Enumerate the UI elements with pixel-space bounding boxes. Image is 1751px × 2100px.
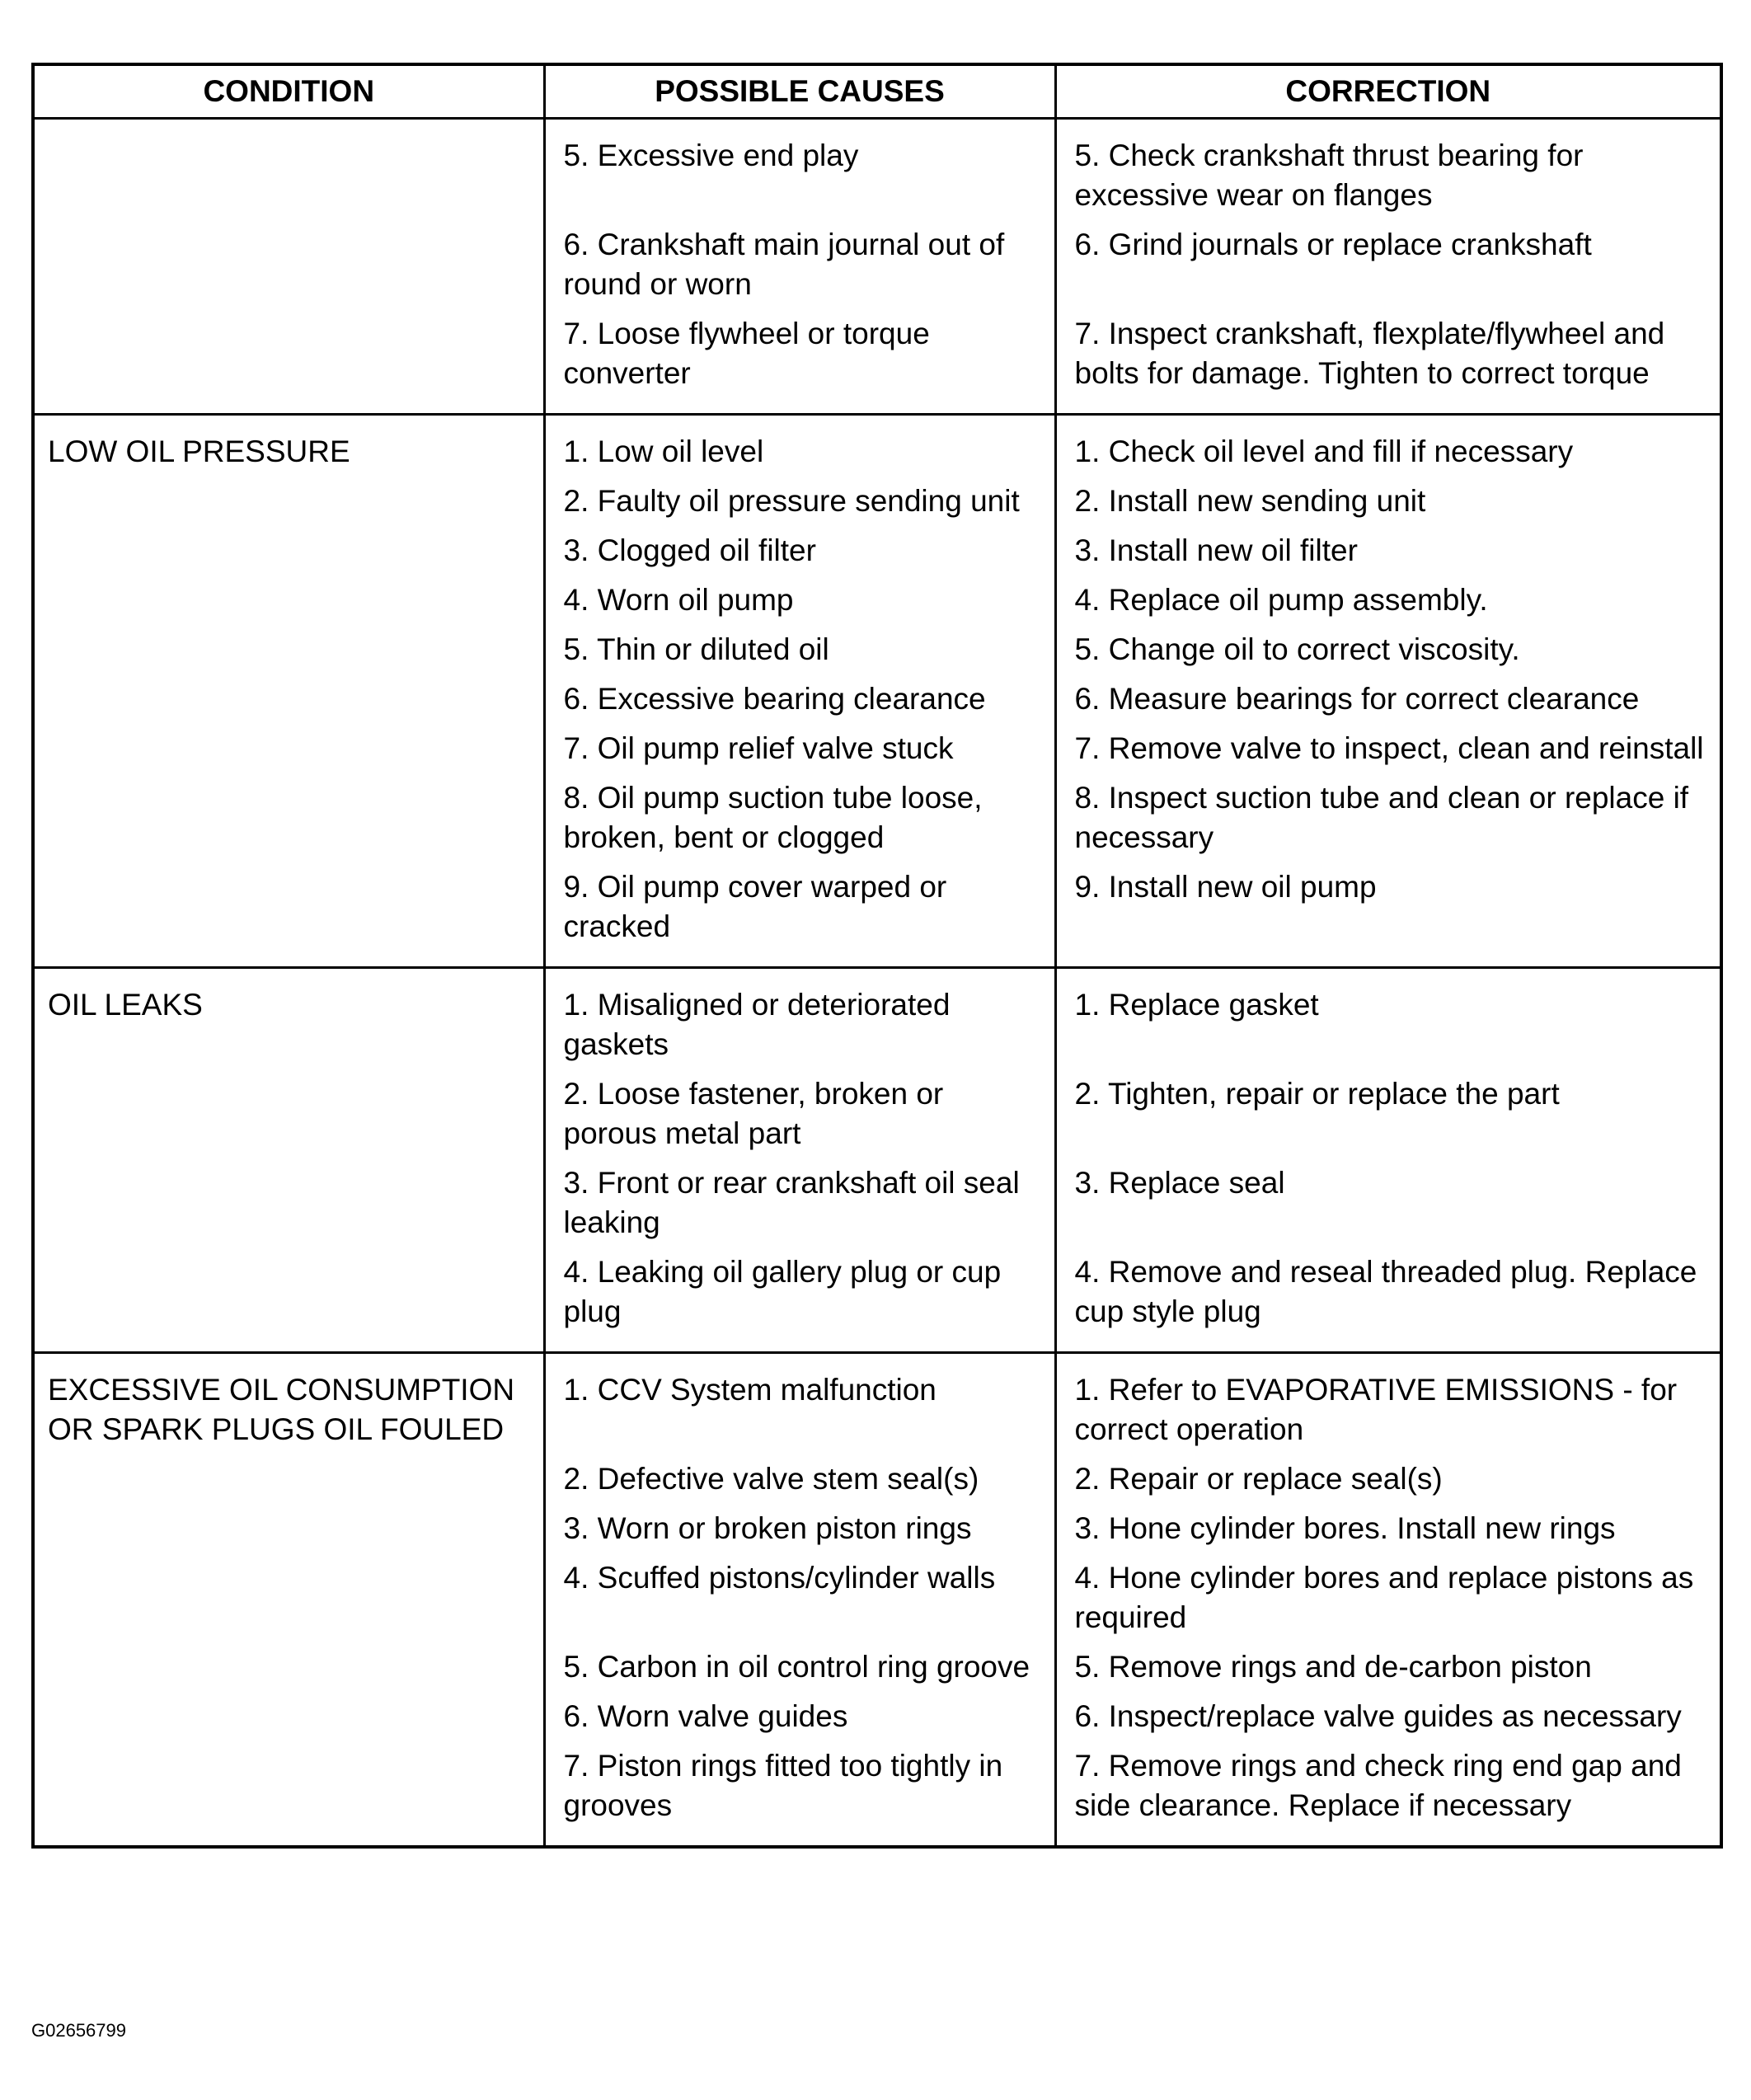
correction-item: 7. Inspect crankshaft, flexplate/flywheel and bolts for damage. Tighten to correct torque: [1074, 317, 1665, 390]
cause-item: 6. Crankshaft main journal out of round or worn: [563, 228, 1005, 301]
condition-text: OIL LEAKS: [48, 988, 203, 1022]
table-row: [33, 119, 1721, 415]
cause-item: 9. Oil pump cover warped or cracked: [563, 870, 947, 943]
cause-item: 4. Scuffed pistons/cylinder walls: [563, 1561, 996, 1595]
cause-item: 3. Clogged oil filter: [563, 533, 816, 567]
condition-cell: [33, 119, 544, 415]
correction-cell: [1055, 1353, 1721, 1848]
cause-item: 4. Worn oil pump: [563, 583, 794, 617]
cause-item: 4. Leaking oil gallery plug or cup plug: [563, 1255, 1002, 1328]
condition-text: LOW OIL PRESSURE: [48, 435, 350, 468]
condition-text: EXCESSIVE OIL CONSUMPTION OR SPARK PLUGS OIL FOULED: [48, 1373, 515, 1446]
correction-item: 6. Inspect/replace valve guides as necessary: [1074, 1699, 1682, 1733]
cause-item: 6. Worn valve guides: [563, 1699, 848, 1733]
correction-item: 5. Check crankshaft thrust bearing for excessive wear on flanges: [1074, 139, 1584, 212]
cause-item: 5. Thin or diluted oil: [563, 632, 829, 666]
cause-item: 1. Misaligned or deteriorated gaskets: [563, 988, 951, 1061]
cause-item: 3. Front or rear crankshaft oil seal leaking: [563, 1166, 1020, 1239]
correction-item: 4. Remove and reseal threaded plug. Replace cup style plug: [1074, 1255, 1697, 1328]
correction-item: 6. Measure bearings for correct clearance: [1074, 682, 1640, 716]
correction-item: 4. Hone cylinder bores and replace pistons as required: [1074, 1561, 1694, 1634]
cause-item: 1. CCV System malfunction: [563, 1373, 937, 1407]
correction-item: 7. Remove rings and check ring end gap and side clearance. Replace if necessary: [1074, 1749, 1682, 1822]
cause-item: 3. Worn or broken piston rings: [563, 1511, 972, 1545]
possible-causes-cell: [544, 1353, 1055, 1848]
correction-item: 5. Remove rings and de-carbon piston: [1074, 1650, 1592, 1684]
correction-item: 3. Install new oil filter: [1074, 533, 1358, 567]
diagnosis-table: [31, 63, 1723, 1849]
cause-item: 5. Excessive end play: [563, 139, 859, 172]
table-body: [33, 119, 1721, 1848]
correction-item: 2. Tighten, repair or replace the part: [1074, 1077, 1560, 1111]
correction-item: 4. Replace oil pump assembly.: [1074, 583, 1488, 617]
correction-item: 9. Install new oil pump: [1074, 870, 1377, 904]
cause-item: 5. Carbon in oil control ring groove: [563, 1650, 1030, 1684]
possible-causes-cell: [544, 119, 1055, 415]
condition-cell: [33, 1353, 544, 1848]
correction-item: 1. Replace gasket: [1074, 988, 1319, 1022]
table-row: [33, 968, 1721, 1353]
correction-item: 3. Replace seal: [1074, 1166, 1285, 1200]
cause-item: 7. Loose flywheel or torque converter: [563, 317, 930, 390]
table-row: [33, 415, 1721, 968]
correction-cell: [1055, 968, 1721, 1353]
correction-item: 1. Refer to EVAPORATIVE EMISSIONS - for correct operation: [1074, 1373, 1678, 1446]
correction-item: 7. Remove valve to inspect, clean and reinstall: [1074, 731, 1704, 765]
cause-item: 7. Piston rings fitted too tightly in grooves: [563, 1749, 1003, 1822]
correction-item: 3. Hone cylinder bores. Install new rings: [1074, 1511, 1616, 1545]
condition-cell: [33, 968, 544, 1353]
header-condition: CONDITION: [33, 64, 544, 119]
cause-item: 7. Oil pump relief valve stuck: [563, 731, 954, 765]
cause-item: 2. Defective valve stem seal(s): [563, 1462, 979, 1496]
correction-item: 2. Repair or replace seal(s): [1074, 1462, 1443, 1496]
condition-cell: [33, 415, 544, 968]
table-row: [33, 1353, 1721, 1848]
cause-item: 8. Oil pump suction tube loose, broken, bent or clogged: [563, 781, 983, 854]
correction-item: 2. Install new sending unit: [1074, 484, 1426, 518]
correction-item: 6. Grind journals or replace crankshaft: [1074, 228, 1592, 261]
cause-item: 2. Loose fastener, broken or porous metal part: [563, 1077, 944, 1150]
header-possible-causes: POSSIBLE CAUSES: [544, 64, 1055, 119]
correction-item: 1. Check oil level and fill if necessary: [1074, 435, 1574, 468]
correction-cell: [1055, 415, 1721, 968]
correction-cell: [1055, 119, 1721, 415]
correction-item: 8. Inspect suction tube and clean or replace if necessary: [1074, 781, 1689, 854]
possible-causes-cell: [544, 968, 1055, 1353]
figure-code: G02656799: [31, 2020, 126, 2041]
header-correction: CORRECTION: [1055, 64, 1721, 119]
cause-item: 2. Faulty oil pressure sending unit: [563, 484, 1020, 518]
correction-item: 5. Change oil to correct viscosity.: [1074, 632, 1520, 666]
header-row: [33, 64, 1721, 119]
cause-item: 1. Low oil level: [563, 435, 764, 468]
cause-item: 6. Excessive bearing clearance: [563, 682, 986, 716]
possible-causes-cell: [544, 415, 1055, 968]
